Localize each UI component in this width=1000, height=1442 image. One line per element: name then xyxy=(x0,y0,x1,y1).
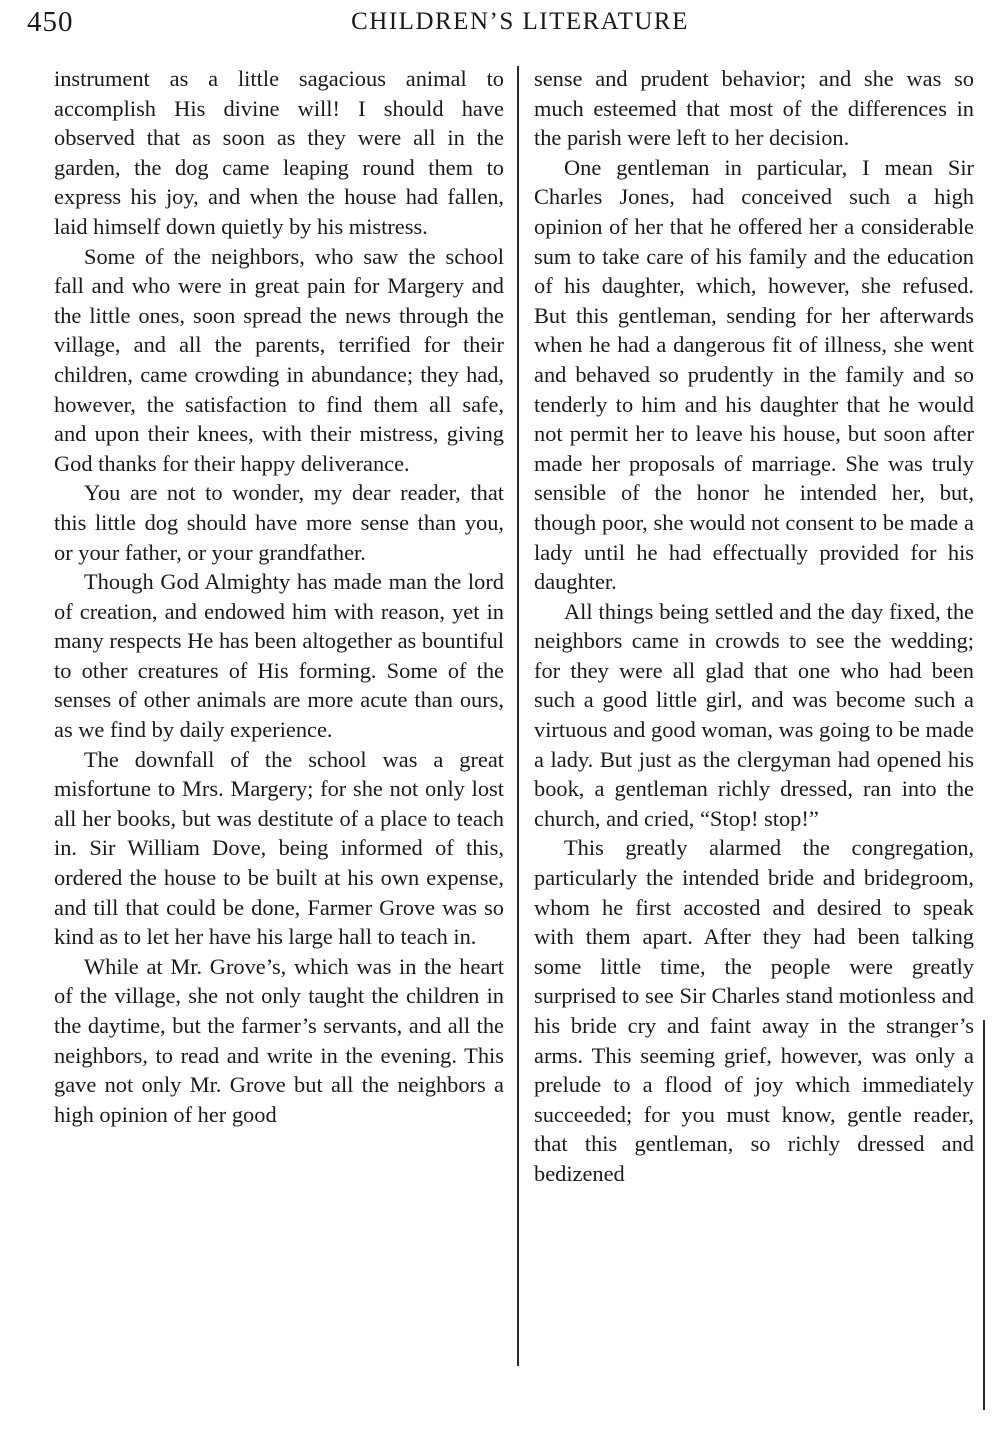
paragraph: One gentleman in particular, I mean Sir Charles Jones, had conceived such a high opinion of her that he offered her a considerable sum to take care of his family and the education of his daughter, which, however, she refused. But this gentleman, sending for her afterwards when he had a dangerous fit of illness, she went and behaved so prudently in the family and so tenderly to him and his daughter that he would not permit her to leave his house, but soon after made her proposals of marriage. She was truly sensible of the honor he intended her, but, though poor, she would not consent to be made a lady until he had effectually provided for his daughter. xyxy=(534,154,974,595)
paragraph: The downfall of the school was a great misfortune to Mrs. Margery; for she not only lost all her books, but was destitute of a place to teach in. Sir William Dove, being informed of this, ordered the house to be built at his own expense, and till that could be done, Farmer Grove was so kind as to let her have his large hall to teach in. xyxy=(54,746,504,950)
paragraph: While at Mr. Grove’s, which was in the heart of the village, she not only taught the children in the daytime, but the farmer’s servants, and all the neighbors, to read and write in the evening. This gave not only Mr. Grove but all the neighbors a high opinion of her good xyxy=(54,953,504,1127)
paragraph: Some of the neighbors, who saw the school fall and who were in great pain for Margery and the little ones, soon spread the news through the village, and all the parents, terrified for their children, came crowding in abundance; they had, however, the satisfaction to find them all safe, and upon their knees, with their mistress, giving God thanks for their happy deliverance. xyxy=(54,243,504,476)
column-divider xyxy=(517,66,519,1366)
right-column xyxy=(534,64,974,1189)
paragraph: sense and prudent behavior; and she was so much esteemed that most of the differences in the parish were left to her decision. xyxy=(534,66,974,151)
page-number: 450 xyxy=(27,6,74,38)
paragraph: All things being settled and the day fixed, the neighbors came in crowds to see the wedding; for they were all glad that one who had been such a good little girl, and was become such a virtuous and good woman, was going to be made a lady. But just as the clergyman had opened his book, a gentleman richly dressed, ran into the church, and cried, “Stop! stop!” xyxy=(534,598,974,831)
paragraph: Though God Almighty has made man the lord of creation, and endowed him with reason, yet in many respects He has been altogether as bountiful to other creatures of His forming. Some of the senses of other animals are more acute than ours, as we find by daily experience. xyxy=(54,569,504,743)
left-column xyxy=(54,64,504,1129)
paragraph: This greatly alarmed the congregation, particularly the intended bride and bridegroom, whom he first accosted and desired to speak with them apart. After they had been talking some little time, the people were greatly surprised to see Sir Charles stand motionless and his bride cry and faint away in the stranger’s arms. This seeming grief, however, was only a prelude to a flood of joy which immediately succeeded; for you must know, gentle reader, that this gentleman, so richly dressed and bedizened xyxy=(534,835,974,1186)
paragraph: You are not to wonder, my dear reader, that this little dog should have more sense than you, or your father, or your grandfather. xyxy=(54,480,504,565)
page-edge-rule xyxy=(983,1020,985,1410)
running-head: CHILDREN’S LITERATURE xyxy=(351,8,689,35)
paragraph: instrument as a little sagacious animal to accomplish His divine will! I should have observed that as soon as they were all in the garden, the dog came leaping round them to express his joy, and when the house had fallen, laid himself down quietly by his mistress. xyxy=(54,66,504,239)
